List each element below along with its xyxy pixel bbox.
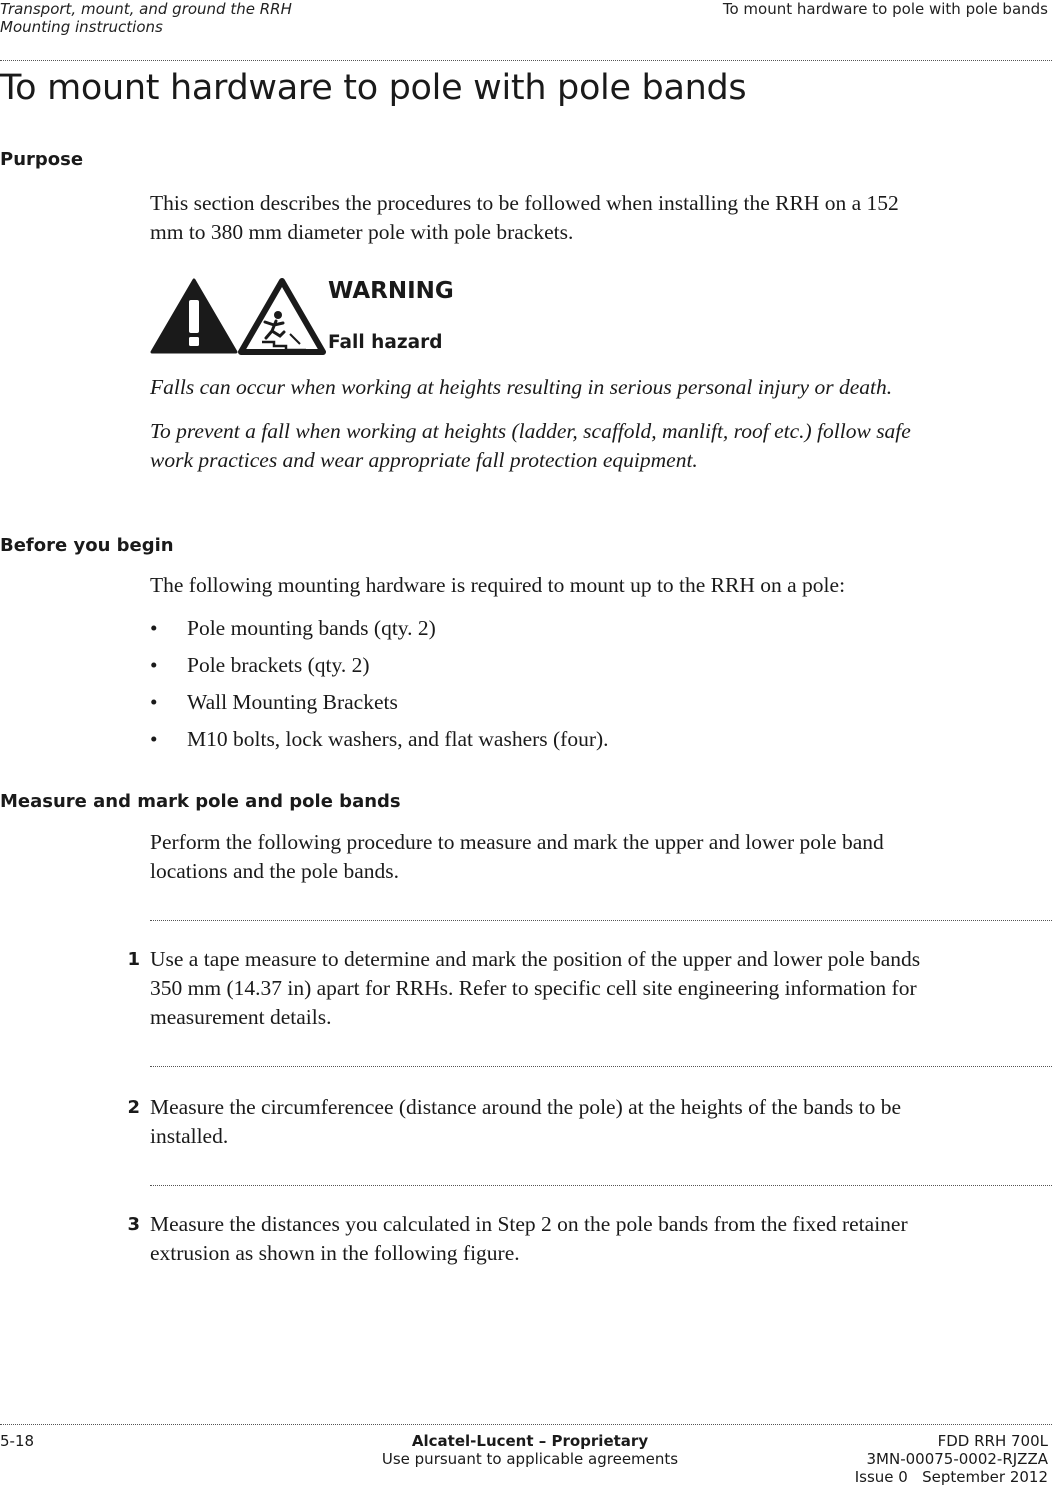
issue-date: Issue 0 September 2012 — [854, 1468, 1048, 1486]
step-number-2: 2 — [127, 1097, 140, 1118]
usage-notice: Use pursuant to applicable agreements — [381, 1450, 679, 1468]
purpose-text: This section describes the procedures to be followed when installing the RRH on a 152 mm to 380 mm diameter pole with pole brackets. — [150, 191, 899, 244]
product-name: FDD RRH 700L — [937, 1432, 1048, 1450]
measure-heading: Measure and mark pole and pole bands — [0, 791, 401, 812]
warning-icons — [150, 278, 326, 356]
warning-text-2: To prevent a fall when working at heights (ladder, scaffold, manlift, roof etc.) follow safe work practices and wear appropriate fall protection equipment. — [150, 419, 911, 472]
warning-title: WARNING — [328, 278, 454, 304]
step-number-3: 3 — [127, 1214, 140, 1235]
exclamation-icon — [152, 280, 236, 352]
before-heading: Before you begin — [0, 535, 174, 556]
proprietary-notice: Alcatel-Lucent – Proprietary — [411, 1432, 649, 1450]
purpose-heading: Purpose — [0, 149, 84, 170]
list-item: • M10 bolts, lock washers, and flat washers (four). — [150, 727, 609, 751]
before-intro: The following mounting hardware is required to mount up to the RRH on a pole: — [150, 573, 846, 597]
running-header-left — [0, 0, 292, 36]
measure-intro: Perform the following procedure to measure and mark the upper and lower pole band locations and the pole bands. — [150, 830, 884, 883]
header-chapter: Transport, mount, and ground the RRH — [0, 0, 292, 18]
footer-center — [300, 1432, 760, 1468]
hardware-list — [150, 614, 609, 762]
warning-subtitle: Fall hazard — [328, 332, 443, 353]
step-divider — [150, 1185, 1052, 1186]
list-item: • Pole mounting bands (qty. 2) — [150, 616, 436, 640]
document-number: 3MN-00075-0002-RJZZA — [866, 1450, 1048, 1468]
fall-hazard-icon — [241, 281, 323, 352]
step-divider — [150, 1066, 1052, 1067]
step-text-1: Use a tape measure to determine and mark the position of the upper and lower pole bands 350 mm (14.37 in) apart for RRHs. Refer to specific cell site engineering information for measurement details. — [150, 947, 921, 1029]
step-text-2: Measure the circumferencee (distance around the pole) at the heights of the bands to be installed. — [150, 1095, 901, 1148]
step-number-1: 1 — [127, 949, 140, 970]
footer-right — [855, 1432, 1048, 1486]
page-number: 5-18 — [0, 1432, 35, 1450]
running-header-right: To mount hardware to pole with pole bands — [722, 0, 1048, 18]
warning-text-1: Falls can occur when working at heights resulting in serious personal injury or death. — [150, 375, 893, 399]
footer-divider — [0, 1424, 1052, 1425]
header-section: Mounting instructions — [0, 18, 163, 36]
page-title: To mount hardware to pole with pole bands — [0, 68, 747, 108]
header-divider — [0, 60, 1052, 61]
list-item: • Pole brackets (qty. 2) — [150, 653, 370, 677]
step-divider — [150, 920, 1052, 921]
step-text-3: Measure the distances you calculated in Step 2 on the pole bands from the fixed retainer extrusion as shown in the following figure. — [150, 1212, 908, 1265]
list-item: • Wall Mounting Brackets — [150, 690, 398, 714]
